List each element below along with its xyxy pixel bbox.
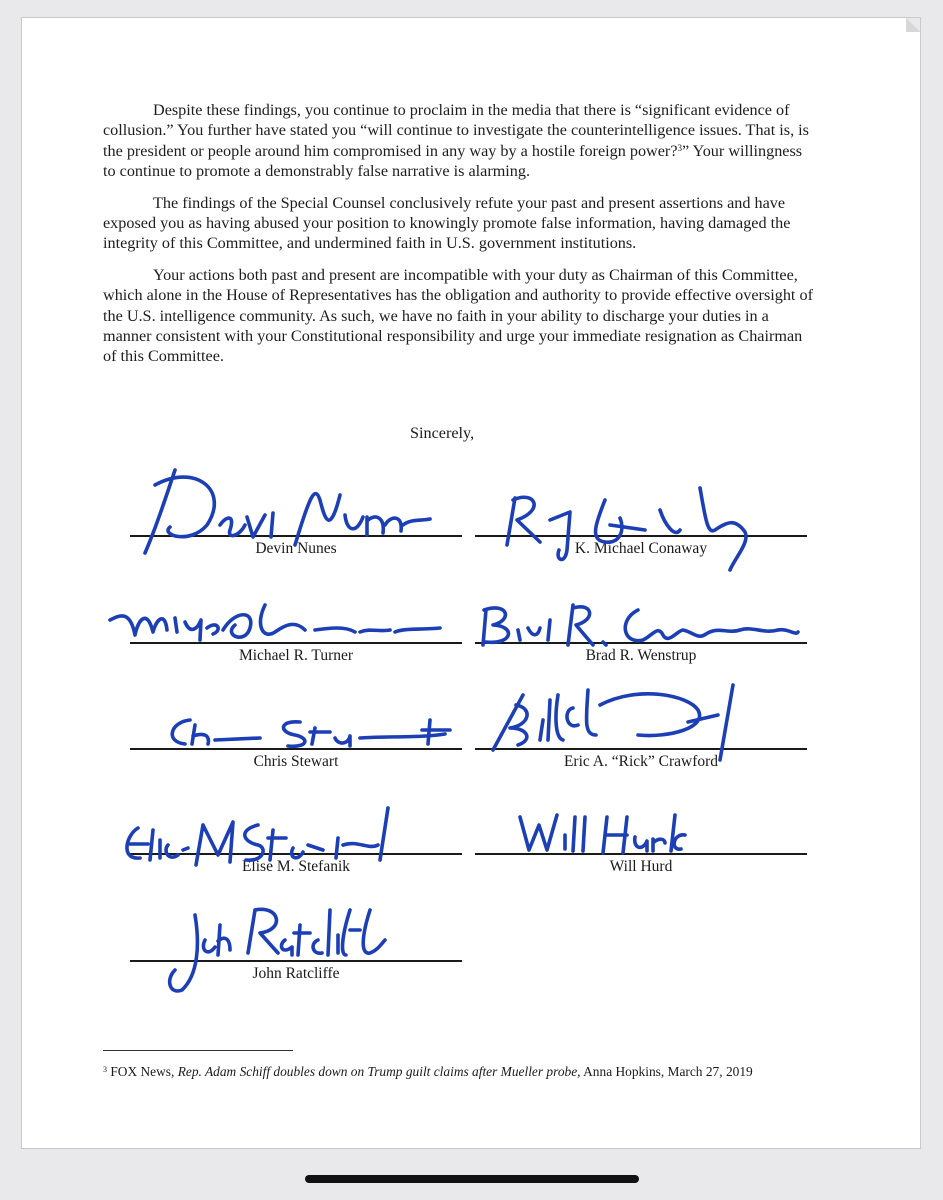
signatory-name-wenstrup: Brad R. Wenstrup <box>585 647 697 664</box>
signature-nunes <box>135 455 435 560</box>
signatory-name-conaway: K. Michael Conaway <box>574 540 708 557</box>
signature-ratcliffe <box>160 895 390 1000</box>
signature-conaway <box>495 470 765 580</box>
signature-turner <box>105 590 445 660</box>
paragraph-2: The findings of the Special Counsel conclusively refute your past and present assertions and have exposed you as having abused your position to knowingly promote false information, having damaged the integrity of this Committee, and undermined faith in U.S. government institutions. <box>103 193 791 253</box>
article-title: Rep. Adam Schiff doubles down on Trump guilt claims after Mueller probe <box>177 1064 578 1079</box>
signatory-name-ratcliffe: John Ratcliffe <box>252 965 340 982</box>
home-indicator[interactable] <box>305 1175 639 1183</box>
signatory-name-crawford: Eric A. “Rick” Crawford <box>563 753 719 770</box>
footnote-rule <box>103 1050 293 1051</box>
paragraph-3: Your actions both past and present are incompatible with your duty as Chairman of this Committee, which alone in the House of Representatives has the obligation and authority to provide effective oversight of the U.S. intelligence community. As such, we have no faith in your ability to discharge your duties in a manner consistent with your Constitutional responsibility and urge your immediate resignation as Chairman of this Committee. <box>103 265 813 366</box>
footnote-ref[interactable]: 3 <box>677 142 682 153</box>
paragraph-1: Despite these findings, you continue to proclaim in the media that there is “significant evidence of collusion.” You further have stated you “will continue to investigate the counterintelligence issues. That is, is the president or people around him compromised in any way by a hostile foreign power?$^3$” Your willingness to continue to promote a demonstrably false narrative is alarming. <box>103 101 809 181</box>
signatory-name-stefanik: Elise M. Stefanik <box>241 858 351 875</box>
signature-wenstrup <box>478 590 803 665</box>
signatory-name-nunes: Devin Nunes <box>255 540 337 557</box>
signature-crawford <box>488 680 748 765</box>
signature-stewart <box>160 700 470 760</box>
letter-body <box>103 100 813 378</box>
signatory-name-stewart: Chris Stewart <box>253 753 339 770</box>
signature-hurd <box>515 805 695 865</box>
closing: Sincerely, <box>410 424 475 442</box>
signatory-name-hurd: Will Hurd <box>609 858 673 875</box>
footnote-number: 3 <box>103 1065 107 1074</box>
footnote: $^3$ FOX News, Rep. Adam Schiff doubles down on Trump guilt claims after Mueller probe, Anna Hopkins, March 27, 2019 <box>103 1064 753 1079</box>
signatory-name-turner: Michael R. Turner <box>238 647 354 664</box>
page-fold <box>906 18 920 32</box>
signature-stefanik <box>118 800 418 875</box>
